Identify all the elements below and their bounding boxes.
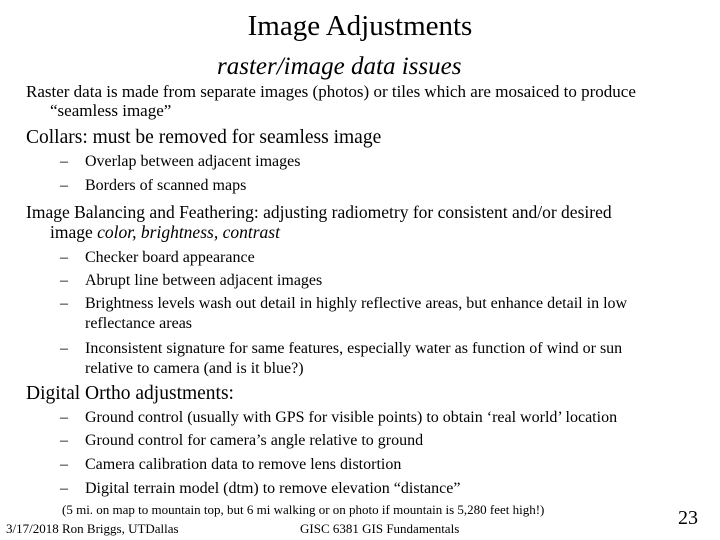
balancing-bullet-2: Abrupt line between adjacent images xyxy=(85,272,323,289)
balancing-heading-italic: color, brightness, contrast xyxy=(97,222,280,242)
ortho-bullet-3: Camera calibration data to remove lens distortion xyxy=(85,456,402,473)
bullet-dash: – xyxy=(60,272,68,289)
balancing-bullet-3-line-1: Brightness levels wash out detail in highly reflective areas, but enhance detail in low xyxy=(85,295,628,312)
ortho-heading: Digital Ortho adjustments: xyxy=(26,383,234,404)
intro-line-1: Raster data is made from separate images (photos) or tiles which are mosaiced to produce xyxy=(26,82,636,101)
page-number: 23 xyxy=(678,507,698,529)
bullet-dash: – xyxy=(60,340,68,357)
bullet-dash: – xyxy=(60,432,68,449)
ortho-bullet-4: Digital terrain model (dtm) to remove elevation “distance” xyxy=(85,480,461,497)
bullet-dash: – xyxy=(60,177,68,194)
balancing-heading-line-2 xyxy=(50,222,280,242)
bullet-dash: – xyxy=(60,409,68,426)
bullet-dash: – xyxy=(60,153,68,170)
collars-bullet-1: Overlap between adjacent images xyxy=(85,153,301,170)
ortho-bullet-2: Ground control for camera’s angle relative to ground xyxy=(85,432,424,449)
collars-bullet-2: Borders of scanned maps xyxy=(85,177,247,194)
slide-title: Image Adjustments xyxy=(247,10,473,42)
collars-heading: Collars: must be removed for seamless image xyxy=(26,127,382,148)
balancing-bullet-4-line-2: relative to camera (and is it blue?) xyxy=(85,360,304,377)
bullet-dash: – xyxy=(60,480,68,497)
bullet-dash: – xyxy=(60,249,68,266)
slide-subtitle: raster/image data issues xyxy=(217,53,462,80)
bullet-dash: – xyxy=(60,295,68,312)
balancing-heading-line-1: Image Balancing and Feathering: adjusting radiometry for consistent and/or desired xyxy=(26,202,612,222)
ortho-bullet-1: Ground control (usually with GPS for visible points) to obtain ‘real world’ location xyxy=(85,409,618,426)
footer-course: GISC 6381 GIS Fundamentals xyxy=(300,521,460,536)
balancing-heading-prefix: image xyxy=(50,222,98,242)
bullet-dash: – xyxy=(60,456,68,473)
balancing-bullet-1: Checker board appearance xyxy=(85,249,255,266)
balancing-bullet-4-line-1: Inconsistent signature for same features, especially water as function of wind or sun xyxy=(85,340,623,357)
footer-date-author: 3/17/2018 Ron Briggs, UTDallas xyxy=(6,521,179,536)
ortho-note: (5 mi. on map to mountain top, but 6 mi walking or on photo if mountain is 5,280 feet high!) xyxy=(62,502,545,517)
balancing-bullet-3-line-2: reflectance areas xyxy=(85,315,193,332)
intro-line-2: “seamless image” xyxy=(50,101,172,120)
